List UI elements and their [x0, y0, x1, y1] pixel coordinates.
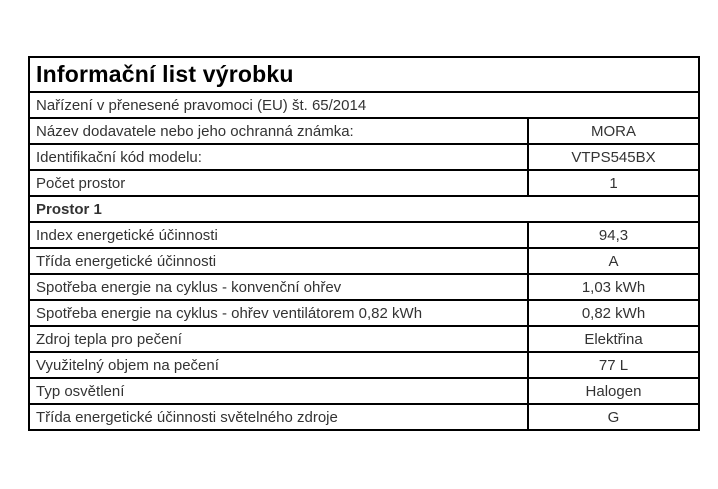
row-value: G: [528, 404, 699, 430]
row-value: Elektřina: [528, 326, 699, 352]
row-value: 1,03 kWh: [528, 274, 699, 300]
row-label: Název dodavatele nebo jeho ochranná známka:: [29, 118, 528, 144]
table-row: [29, 326, 699, 352]
row-label: Třída energetické účinnosti: [29, 248, 528, 274]
table-row: [29, 170, 699, 196]
row-value: VTPS545BX: [528, 144, 699, 170]
table-row: [29, 144, 699, 170]
row-label: Typ osvětlení: [29, 378, 528, 404]
page-title: Informační list výrobku: [29, 57, 699, 92]
table-row: [29, 404, 699, 430]
row-label: Spotřeba energie na cyklus - konvenční ohřev: [29, 274, 528, 300]
title-row: [29, 57, 699, 92]
row-value: 1: [528, 170, 699, 196]
table-row: [29, 118, 699, 144]
info-table-body: [29, 57, 699, 430]
table-row: [29, 92, 699, 118]
table-row: [29, 300, 699, 326]
row-value: 94,3: [528, 222, 699, 248]
table-row: [29, 222, 699, 248]
row-value: Halogen: [528, 378, 699, 404]
row-label: Index energetické účinnosti: [29, 222, 528, 248]
row-value: MORA: [528, 118, 699, 144]
row-label: Využitelný objem na pečení: [29, 352, 528, 378]
table-row: [29, 196, 699, 222]
table-row: [29, 352, 699, 378]
row-label: Nařízení v přenesené pravomoci (EU) št. 65/2014: [29, 92, 699, 118]
row-label: Identifikační kód modelu:: [29, 144, 528, 170]
table-row: [29, 274, 699, 300]
row-label: Zdroj tepla pro pečení: [29, 326, 528, 352]
row-label: Spotřeba energie na cyklus - ohřev ventilátorem 0,82 kWh: [29, 300, 528, 326]
table-row: [29, 248, 699, 274]
row-value: A: [528, 248, 699, 274]
product-information-table: [28, 56, 700, 431]
row-value: 0,82 kWh: [528, 300, 699, 326]
row-value: 77 L: [528, 352, 699, 378]
row-label: Počet prostor: [29, 170, 528, 196]
row-label: Třída energetické účinnosti světelného zdroje: [29, 404, 528, 430]
row-label: Prostor 1: [29, 196, 699, 222]
table-row: [29, 378, 699, 404]
